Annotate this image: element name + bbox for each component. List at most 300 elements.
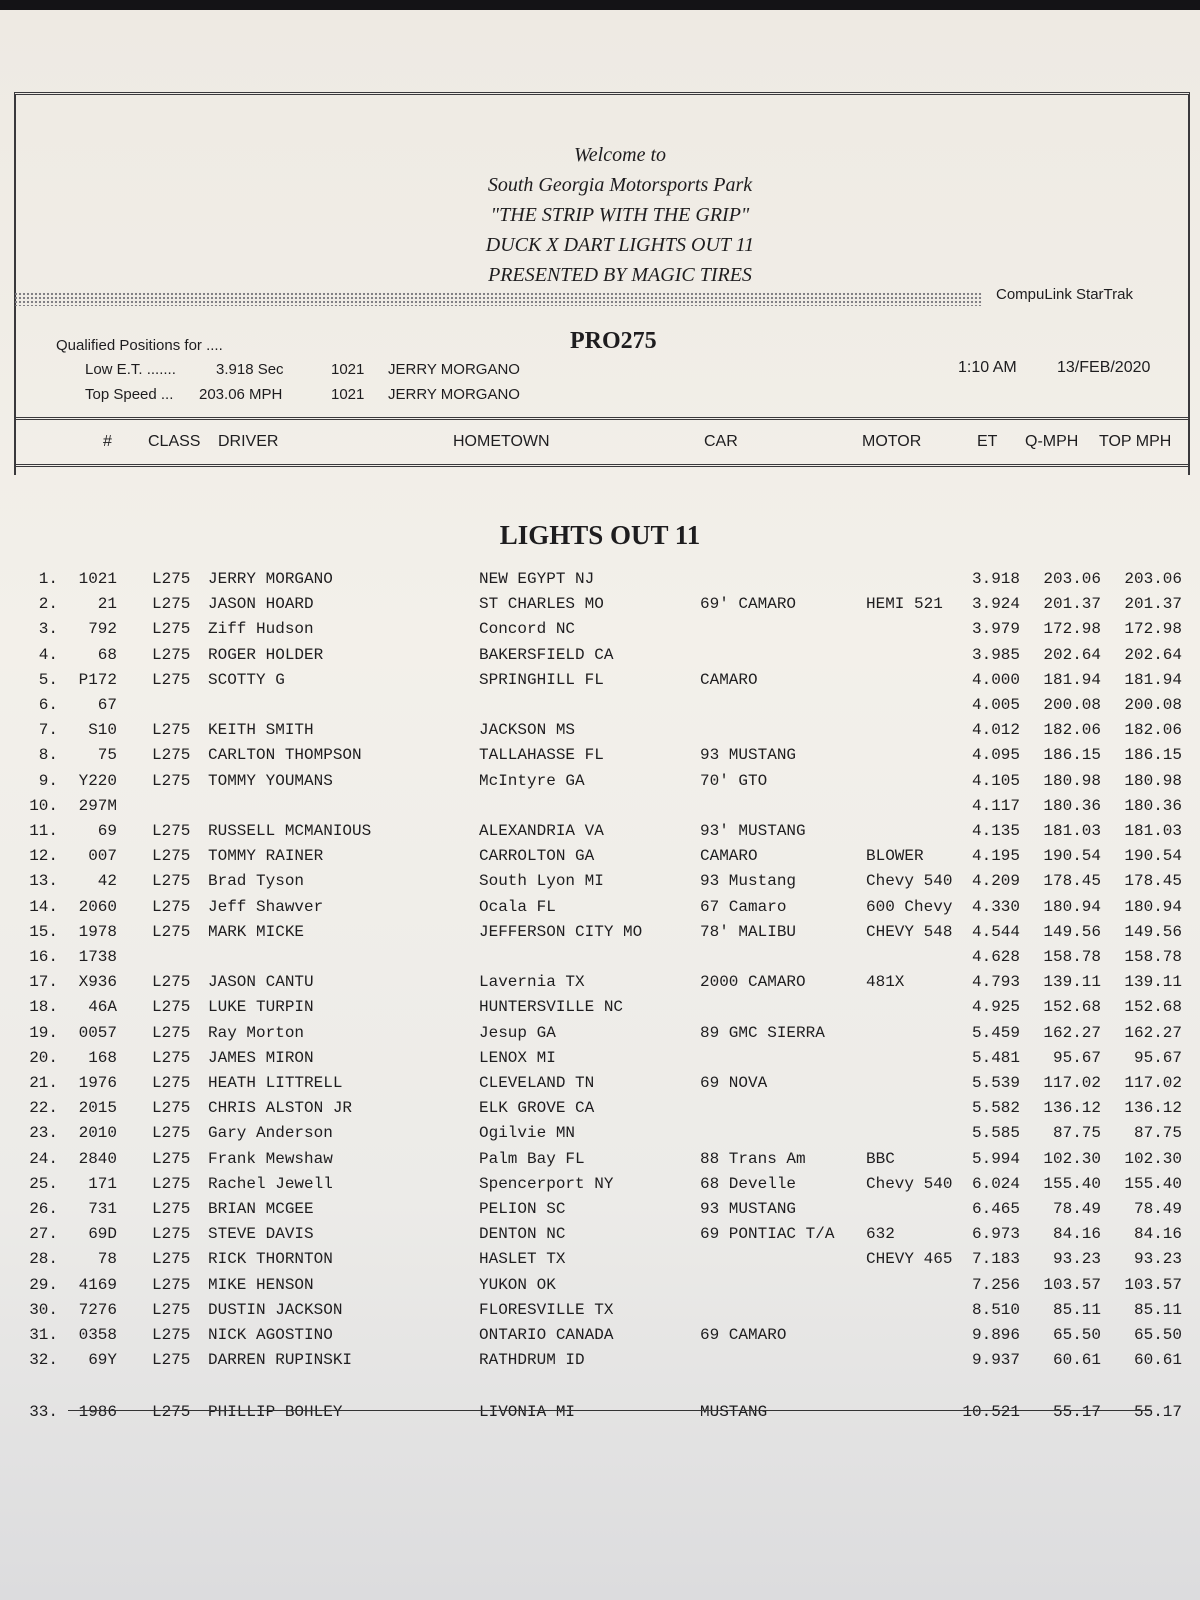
col-header-driver: DRIVER [218, 433, 279, 450]
qmph-cell: 65.50 [1052, 1326, 1101, 1344]
et-cell: 4.117 [971, 796, 1020, 815]
driver-cell: RICK THORNTON [208, 1250, 333, 1269]
car-number-cell: 69Y [88, 1351, 117, 1370]
class-cell: L275 [152, 1149, 191, 1168]
table-row [0, 872, 1200, 896]
driver-cell: Brad Tyson [208, 872, 305, 891]
top-mph-cell: 180.98 [1124, 771, 1182, 790]
top-mph-cell: 162.27 [1124, 1023, 1182, 1042]
top-speed-driver: JERRY MORGANO [388, 386, 520, 403]
top-mph-cell: 202.64 [1124, 645, 1182, 664]
motor-cell: 632 [866, 1225, 895, 1244]
hometown-cell: CLEVELAND TN [479, 1074, 595, 1092]
class-cell: L275 [152, 1275, 191, 1294]
car-cell: 93' MUSTANG [700, 822, 806, 840]
table-row [0, 696, 1200, 720]
hometown-cell: South Lyon MI [479, 872, 604, 891]
position-cell: 17. [29, 973, 58, 992]
hometown-cell: BAKERSFIELD CA [479, 645, 614, 664]
table-row [0, 847, 1200, 871]
top-mph-cell: 152.68 [1124, 998, 1182, 1017]
top-mph-cell: 102.30 [1124, 1149, 1182, 1168]
welcome-line: Welcome to [573, 144, 666, 166]
top-speed-label: Top Speed ... [85, 386, 174, 403]
class-cell: L275 [152, 645, 191, 664]
et-cell: 4.925 [971, 998, 1020, 1017]
welcome-block [300, 140, 940, 290]
low-et-car-number: 1021 [331, 361, 365, 378]
hometown-cell: Lavernia TX [479, 973, 585, 992]
qmph-cell: 162.27 [1043, 1023, 1101, 1042]
driver-cell: BRIAN MCGEE [208, 1200, 314, 1218]
driver-cell: RUSSELL MCMANIOUS [208, 822, 372, 840]
top-mph-cell: 172.98 [1124, 620, 1182, 639]
class-cell: L275 [152, 595, 191, 614]
class-cell: L275 [152, 1250, 191, 1269]
class-cell: L275 [152, 570, 191, 588]
hometown-cell: TALLAHASSE FL [479, 746, 604, 765]
driver-cell: PHILLIP BOHLEY [208, 1403, 343, 1421]
top-mph-cell: 180.94 [1124, 897, 1182, 916]
et-cell: 5.994 [971, 1149, 1020, 1168]
class-cell: L275 [152, 620, 191, 639]
qmph-cell: 84.16 [1052, 1225, 1101, 1244]
qmph-cell: 190.54 [1043, 847, 1101, 866]
car-cell: 93 Mustang [700, 872, 797, 891]
top-mph-cell: 93.23 [1133, 1250, 1182, 1269]
qmph-cell: 186.15 [1043, 746, 1101, 765]
low-et-driver: JERRY MORGANO [388, 361, 520, 378]
position-cell: 26. [29, 1200, 58, 1218]
hometown-cell: JEFFERSON CITY MO [479, 922, 643, 941]
car-number-cell: 1986 [78, 1403, 117, 1421]
hometown-cell: LIVONIA MI [479, 1403, 576, 1421]
position-cell: 23. [29, 1124, 58, 1143]
et-cell: 4.000 [971, 670, 1020, 689]
et-cell: 4.195 [971, 847, 1020, 866]
driver-cell: Jeff Shawver [208, 897, 324, 916]
top-mph-cell: 180.36 [1124, 796, 1182, 815]
car-number-cell: 007 [88, 847, 117, 866]
table-row [0, 1250, 1200, 1274]
car-cell: 69 NOVA [700, 1074, 768, 1092]
class-cell: L275 [152, 1023, 191, 1042]
col-header-qmph: Q-MPH [1025, 433, 1079, 450]
et-cell: 4.544 [971, 922, 1020, 941]
driver-cell: Rachel Jewell [208, 1174, 333, 1193]
car-number-cell: P172 [78, 670, 117, 689]
driver-cell: CHRIS ALSTON JR [208, 1099, 353, 1118]
qmph-cell: 181.94 [1043, 670, 1101, 689]
et-cell: 7.256 [971, 1275, 1020, 1294]
car-cell: 89 GMC SIERRA [700, 1023, 825, 1042]
hometown-cell: LENOX MI [479, 1048, 556, 1067]
et-cell: 4.005 [971, 696, 1020, 714]
table-row [0, 746, 1200, 770]
col-header-car: CAR [704, 433, 738, 450]
class-cell: L275 [152, 872, 191, 891]
position-cell: 12. [29, 847, 58, 866]
hometown-cell: Ocala FL [479, 897, 556, 916]
top-mph-cell: 55.17 [1133, 1403, 1182, 1421]
low-et-label: Low E.T. ....... [85, 361, 176, 378]
top-mph-cell: 65.50 [1133, 1326, 1182, 1344]
table-row [0, 620, 1200, 644]
car-number-cell: 7276 [78, 1300, 117, 1319]
qmph-cell: 203.06 [1043, 570, 1101, 588]
qmph-cell: 180.98 [1043, 771, 1101, 790]
top-mph-cell: 155.40 [1124, 1174, 1182, 1193]
car-number-cell: S10 [88, 721, 117, 740]
car-number-cell: 78 [97, 1250, 117, 1269]
position-cell: 29. [29, 1275, 58, 1294]
hometown-cell: Spencerport NY [479, 1174, 614, 1193]
qmph-cell: 136.12 [1043, 1099, 1101, 1118]
position-cell: 32. [29, 1351, 58, 1370]
table-row [0, 646, 1200, 670]
et-cell: 6.465 [971, 1200, 1020, 1218]
class-cell: L275 [152, 822, 191, 840]
col-header-class: CLASS [148, 433, 201, 450]
car-number-cell: 171 [88, 1174, 117, 1193]
et-cell: 3.979 [971, 620, 1020, 639]
col-header-hometown: HOMETOWN [453, 433, 550, 450]
top-mph-cell: 158.78 [1124, 948, 1182, 966]
driver-cell: JASON CANTU [208, 973, 314, 992]
top-mph-cell: 178.45 [1124, 872, 1182, 891]
driver-cell: JASON HOARD [208, 595, 314, 614]
col-header-et: ET [977, 433, 998, 450]
motor-cell: 481X [866, 973, 905, 992]
hometown-cell: JACKSON MS [479, 721, 576, 740]
position-cell: 2. [38, 595, 58, 614]
hometown-cell: Palm Bay FL [479, 1149, 585, 1168]
position-cell: 20. [29, 1048, 58, 1067]
car-number-cell: 0057 [78, 1023, 117, 1042]
hometown-cell: FLORESVILLE TX [479, 1300, 614, 1319]
car-cell: 68 Develle [700, 1174, 797, 1193]
col-header-motor: MOTOR [862, 433, 922, 450]
system-name: CompuLink StarTrak [996, 286, 1133, 303]
car-cell: 69 CAMARO [700, 1326, 787, 1344]
position-cell: 33. [29, 1403, 58, 1421]
qmph-cell: 180.36 [1043, 796, 1101, 815]
car-cell: 69' CAMARO [700, 595, 797, 614]
class-cell: L275 [152, 973, 191, 992]
driver-cell: HEATH LITTRELL [208, 1074, 343, 1092]
driver-cell: ROGER HOLDER [208, 645, 324, 664]
car-number-cell: 67 [97, 696, 117, 714]
hometown-cell: Jesup GA [479, 1023, 556, 1042]
final-row-separator [68, 1410, 1150, 1411]
table-row [0, 1150, 1200, 1174]
car-cell: 78' MALIBU [700, 922, 797, 941]
class-cell: L275 [152, 922, 191, 941]
qmph-cell: 60.61 [1052, 1351, 1101, 1370]
track-name: South Georgia Motorsports Park [487, 174, 753, 196]
et-cell: 4.330 [971, 897, 1020, 916]
car-number-cell: 69D [88, 1225, 117, 1244]
position-cell: 21. [29, 1074, 58, 1092]
hometown-cell: Concord NC [479, 620, 576, 639]
position-cell: 6. [38, 696, 58, 714]
position-cell: 19. [29, 1023, 58, 1042]
top-mph-cell: 186.15 [1124, 746, 1182, 765]
position-cell: 9. [38, 771, 58, 790]
hometown-cell: NEW EGYPT NJ [479, 570, 595, 588]
qmph-cell: 102.30 [1043, 1149, 1101, 1168]
position-cell: 3. [38, 620, 58, 639]
driver-cell: Frank Mewshaw [208, 1149, 333, 1168]
et-cell: 3.918 [971, 570, 1020, 588]
qmph-cell: 172.98 [1043, 620, 1101, 639]
top-mph-cell: 203.06 [1124, 570, 1182, 588]
class-cell: L275 [152, 1326, 191, 1344]
qmph-cell: 87.75 [1052, 1124, 1101, 1143]
report-date: 13/FEB/2020 [1057, 359, 1151, 376]
et-cell: 9.937 [971, 1351, 1020, 1370]
car-number-cell: 1021 [78, 570, 117, 588]
driver-cell: DUSTIN JACKSON [208, 1300, 343, 1319]
table-row [0, 1074, 1200, 1098]
position-cell: 10. [29, 796, 58, 815]
qmph-cell: 158.78 [1043, 948, 1101, 966]
driver-cell: MIKE HENSON [208, 1275, 314, 1294]
et-cell: 10.521 [962, 1403, 1020, 1421]
car-cell: 93 MUSTANG [700, 746, 797, 765]
et-cell: 3.985 [971, 645, 1020, 664]
table-row [0, 1124, 1200, 1148]
table-row [0, 570, 1200, 594]
car-cell: 2000 CAMARO [700, 973, 806, 992]
position-cell: 7. [38, 721, 58, 740]
driver-cell: KEITH SMITH [208, 721, 314, 740]
et-cell: 5.582 [971, 1099, 1020, 1118]
top-mph-cell: 95.67 [1133, 1048, 1182, 1067]
et-cell: 4.012 [971, 721, 1020, 740]
event-sponsor: PRESENTED BY MAGIC TIRES [488, 264, 752, 286]
table-row [0, 948, 1200, 972]
et-cell: 4.105 [971, 771, 1020, 790]
et-cell: 5.585 [971, 1124, 1020, 1143]
top-mph-cell: 136.12 [1124, 1099, 1182, 1118]
top-mph-cell: 117.02 [1124, 1074, 1182, 1092]
position-cell: 4. [38, 645, 58, 664]
class-cell: L275 [152, 1074, 191, 1092]
position-cell: 25. [29, 1174, 58, 1193]
table-row [0, 822, 1200, 846]
car-cell: CAMARO [700, 670, 758, 689]
hometown-cell: YUKON OK [479, 1275, 556, 1294]
class-cell: L275 [152, 1300, 191, 1319]
class-cell: L275 [152, 746, 191, 765]
position-cell: 24. [29, 1149, 58, 1168]
table-row [0, 923, 1200, 947]
table-row [0, 1225, 1200, 1249]
driver-cell: STEVE DAVIS [208, 1225, 314, 1244]
class-cell: L275 [152, 1225, 191, 1244]
hometown-cell: McIntyre GA [479, 771, 585, 790]
position-cell: 30. [29, 1300, 58, 1319]
col-header-top-mph: TOP MPH [1099, 433, 1172, 450]
driver-cell: LUKE TURPIN [208, 998, 314, 1017]
table-row [0, 1200, 1200, 1224]
table-row [0, 721, 1200, 745]
top-mph-cell: 139.11 [1124, 973, 1182, 992]
table-row [0, 595, 1200, 619]
table-row [0, 1175, 1200, 1199]
class-cell: L275 [152, 1403, 191, 1421]
driver-cell: Ziff Hudson [208, 620, 314, 639]
car-number-cell: 69 [97, 822, 117, 840]
et-cell: 4.628 [971, 948, 1020, 966]
et-cell: 9.896 [971, 1326, 1020, 1344]
top-mph-cell: 78.49 [1133, 1200, 1182, 1218]
event-subtitle: LIGHTS OUT 11 [499, 520, 701, 550]
driver-cell: NICK AGOSTINO [208, 1326, 333, 1344]
low-et-value: 3.918 Sec [216, 361, 284, 378]
table-row [0, 1403, 1200, 1427]
photo-top-edge [0, 0, 1200, 10]
table-row [0, 1024, 1200, 1048]
top-mph-cell: 84.16 [1133, 1225, 1182, 1244]
driver-cell: JERRY MORGANO [208, 570, 333, 588]
motor-cell: HEMI 521 [866, 595, 943, 614]
divider-bottom [14, 464, 1188, 467]
qmph-cell: 55.17 [1052, 1403, 1101, 1421]
qmph-cell: 93.23 [1052, 1250, 1101, 1269]
divider-top [14, 417, 1188, 420]
top-mph-cell: 149.56 [1124, 922, 1182, 941]
et-cell: 7.183 [971, 1250, 1020, 1269]
car-number-cell: Y220 [78, 771, 117, 790]
class-cell: L275 [152, 1351, 191, 1370]
et-cell: 5.539 [971, 1074, 1020, 1092]
table-row [0, 973, 1200, 997]
driver-cell: SCOTTY G [208, 670, 285, 689]
table-row [0, 671, 1200, 695]
car-number-cell: 2015 [78, 1099, 117, 1118]
qmph-cell: 117.02 [1043, 1074, 1101, 1092]
top-mph-cell: 201.37 [1124, 595, 1182, 614]
class-title: PRO275 [570, 328, 657, 354]
car-cell: CAMARO [700, 847, 758, 866]
car-number-cell: 731 [88, 1200, 117, 1218]
hometown-cell: Ogilvie MN [479, 1124, 576, 1143]
et-cell: 8.510 [971, 1300, 1020, 1319]
et-cell: 4.793 [971, 973, 1020, 992]
top-mph-cell: 87.75 [1133, 1124, 1182, 1143]
col-header-number: # [103, 433, 112, 450]
position-cell: 8. [38, 746, 58, 765]
hometown-cell: DENTON NC [479, 1225, 566, 1244]
table-row [0, 1049, 1200, 1073]
table-row [0, 797, 1200, 821]
table-row [0, 1099, 1200, 1123]
top-speed-car-number: 1021 [331, 386, 365, 403]
class-cell: L275 [152, 1174, 191, 1193]
driver-cell: Gary Anderson [208, 1124, 333, 1143]
car-number-cell: 1978 [78, 922, 117, 941]
car-number-cell: 21 [97, 595, 117, 614]
qmph-cell: 180.94 [1043, 897, 1101, 916]
hometown-cell: HASLET TX [479, 1250, 566, 1269]
hometown-cell: ELK GROVE CA [479, 1099, 595, 1118]
qmph-cell: 178.45 [1043, 872, 1101, 891]
table-row [0, 1326, 1200, 1350]
qmph-cell: 200.08 [1043, 696, 1101, 714]
et-cell: 6.024 [971, 1174, 1020, 1193]
position-cell: 13. [29, 872, 58, 891]
driver-cell: JAMES MIRON [208, 1048, 314, 1067]
position-cell: 28. [29, 1250, 58, 1269]
qmph-cell: 201.37 [1043, 595, 1101, 614]
track-slogan: "THE STRIP WITH THE GRIP" [490, 204, 750, 226]
car-cell: 88 Trans Am [700, 1149, 806, 1168]
et-cell: 6.973 [971, 1225, 1020, 1244]
qmph-cell: 182.06 [1043, 721, 1101, 740]
qmph-cell: 85.11 [1052, 1300, 1101, 1319]
event-name: DUCK X DART LIGHTS OUT 11 [485, 234, 755, 256]
position-cell: 27. [29, 1225, 58, 1244]
motor-cell: 600 Chevy [866, 897, 953, 916]
class-cell: L275 [152, 847, 191, 866]
hometown-cell: PELION SC [479, 1200, 566, 1218]
position-cell: 18. [29, 998, 58, 1017]
car-cell: 69 PONTIAC T/A [700, 1225, 835, 1244]
qmph-cell: 149.56 [1043, 922, 1101, 941]
class-cell: L275 [152, 670, 191, 689]
position-cell: 5. [38, 670, 58, 689]
table-row [0, 1351, 1200, 1375]
hometown-cell: SPRINGHILL FL [479, 670, 604, 689]
car-number-cell: 0358 [78, 1326, 117, 1344]
hometown-cell: ONTARIO CANADA [479, 1326, 614, 1344]
et-cell: 4.095 [971, 746, 1020, 765]
table-row [0, 772, 1200, 796]
class-cell: L275 [152, 1048, 191, 1067]
motor-cell: BLOWER [866, 847, 924, 866]
car-number-cell: 168 [88, 1048, 117, 1067]
top-mph-cell: 60.61 [1133, 1351, 1182, 1370]
class-cell: L275 [152, 897, 191, 916]
car-number-cell: 68 [97, 645, 117, 664]
table-row [0, 898, 1200, 922]
table-row [0, 1276, 1200, 1300]
top-speed-value: 203.06 MPH [199, 386, 283, 403]
et-cell: 4.135 [971, 822, 1020, 840]
car-number-cell: 1738 [78, 948, 117, 966]
car-number-cell: 42 [97, 872, 117, 891]
report-time: 1:10 AM [958, 359, 1017, 376]
car-cell: 70' GTO [700, 771, 768, 790]
qmph-cell: 202.64 [1043, 645, 1101, 664]
top-mph-cell: 181.03 [1124, 822, 1182, 840]
top-mph-cell: 200.08 [1124, 696, 1182, 714]
hometown-cell: ST CHARLES MO [479, 595, 604, 614]
class-cell: L275 [152, 1200, 191, 1218]
motor-cell: Chevy 540 [866, 872, 953, 891]
driver-cell: MARK MICKE [208, 922, 305, 941]
car-number-cell: 2840 [78, 1149, 117, 1168]
motor-cell: BBC [866, 1149, 895, 1168]
qmph-cell: 139.11 [1043, 973, 1101, 992]
et-cell: 3.924 [971, 595, 1020, 614]
car-number-cell: X936 [78, 973, 117, 992]
hometown-cell: RATHDRUM ID [479, 1351, 585, 1370]
position-cell: 14. [29, 897, 58, 916]
top-mph-cell: 182.06 [1124, 721, 1182, 740]
